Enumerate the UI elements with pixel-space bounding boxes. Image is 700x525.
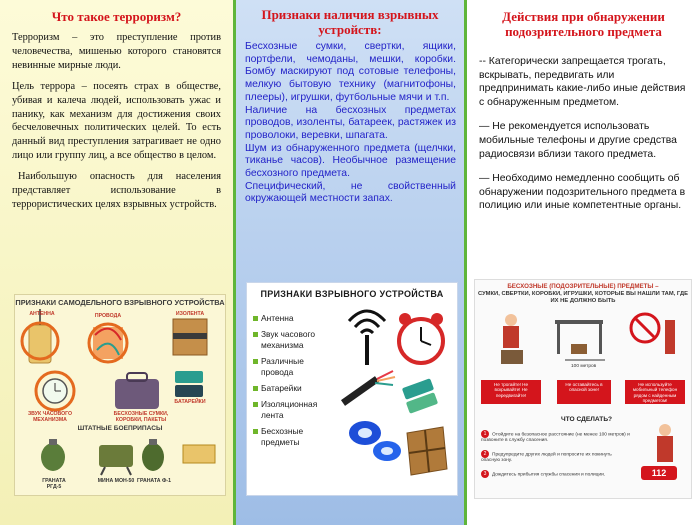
bus-stop-icon <box>555 320 603 354</box>
wires-icon <box>89 324 127 362</box>
list-item: Изоляционная лента <box>253 399 337 421</box>
antenna-jar-icon <box>22 309 58 363</box>
poster1-illustrations <box>15 295 225 495</box>
person-calling-icon <box>657 424 673 462</box>
column2-paragraph: Специфический, не свойственный окружающей местности запах. <box>245 180 456 205</box>
column3-paragraph: — Необходимо немедленно сообщить об обнаружении подозрительного предмета в полицию или иные компетентные органы. <box>479 173 686 212</box>
column1-paragraph: Наибольшую опасность для населения представляет использование в террористических целях взрывных устройств. <box>12 171 221 210</box>
tape-icon <box>173 319 207 355</box>
sign-do-not-touch: Не трогайте! Не вскрывайте! Не передвигайте! <box>481 380 541 404</box>
parcel-box-icon <box>407 427 447 475</box>
list-item: Звук часового механизма <box>253 329 337 351</box>
column3-paragraph: — Не рекомендуется использовать мобильные телефоны и другие средства радиосвязи вблизи такого предмета. <box>479 121 677 160</box>
step-number-icon: 3 <box>481 470 489 478</box>
step-1: 1 Отойдите на безопасное расстояние (не менее 100 метров) и позвоните в службу спасения. <box>481 431 630 443</box>
column2-title: Признаки наличия взрывных устройств: <box>261 7 439 37</box>
column2-paragraph: Бесхозные сумки, свертки, ящики, портфели, чемоданы, мешки, коробки. Бомбу маскируют под сотовые телефоны, мелкую бытовую технику (магнитофоны, плееры), игрушки, футбольные мячи и т.п. <box>245 41 456 103</box>
antenna-signal-icon <box>349 311 385 365</box>
batteries-icon <box>175 371 203 397</box>
sign-stay-away: Не оставайтесь в опасной зоне! <box>557 380 611 404</box>
column1-title: Что такое терроризм? <box>51 9 182 24</box>
bag-icon <box>115 373 159 409</box>
tnt-box-icon <box>183 445 215 463</box>
homemade-explosive-poster <box>14 294 226 496</box>
poster2-illustrations <box>247 283 457 495</box>
step-3: 3 Дождитесь прибытия службы спасения и полиции. <box>481 470 631 478</box>
grenade-f1-icon <box>142 439 164 471</box>
column2-text <box>245 41 456 206</box>
phone-forbidden-icon <box>631 314 675 354</box>
list-item: Бесхозные предметы <box>253 426 337 448</box>
sign-no-phone: Не используйте мобильный телефон рядом с найденным предметом! <box>625 380 685 404</box>
label-antenna: АНТЕННА <box>29 311 55 317</box>
explosive-signs-poster <box>246 282 458 496</box>
column2-paragraph: Наличие на бесхозных предметах проводов, изоленты, батареек, растяжек из проволоки, веревки, шпагата. <box>245 104 456 141</box>
label-clock: ЗВУК ЧАСОВОГО МЕХАНИЗМА <box>27 411 73 423</box>
column3-title: Действия при обнаружении подозрительного предмета <box>502 9 665 39</box>
label-bags: БЕСХОЗНЫЕ СУМКИ, КОРОБКИ, ПАКЕТЫ <box>113 411 169 423</box>
clock-icon <box>36 372 74 410</box>
label-rgd5: ГРАНАТА РГД-5 <box>42 478 66 490</box>
column3-paragraph: -- Категорически запрещается трогать, вскрывать, передвигать или предпринимать какие-либо иные действия с обнаруженным предметом. <box>479 56 686 108</box>
poster3-subtitle: СУМКИ, СВЕРТКИ, КОРОБКИ, ИГРУШКИ, КОТОРЫЕ ВЫ НАШЛИ ТАМ, ГДЕ ИХ НЕ ДОЛЖНО БЫТЬ <box>477 291 689 304</box>
step-2: 2 Предупредите других людей и попросите их покинуть опасную зону. <box>481 451 612 463</box>
column1-text <box>12 31 221 212</box>
grenade-rgd5-icon <box>41 439 65 471</box>
label-batteries: БАТАРЕЙКИ <box>174 399 206 405</box>
column3-text <box>479 55 690 213</box>
list-item: Батарейки <box>253 383 337 394</box>
column1-paragraph: Цель террора – посеять страх в обществе, убивая и калеча людей, использовать ужас и панику, как механизм для достижения своих бесчеловечных политических целей. То есть данный вид преступления затрагивает не одно лицо или группу лиц, а все общество в целом. <box>12 80 221 162</box>
poster1-subtitle: ШТАТНЫЕ БОЕПРИПАСЫ <box>77 425 163 432</box>
person-with-bag-icon <box>501 314 523 364</box>
step-number-icon: 1 <box>481 430 489 438</box>
suspicious-objects-poster <box>474 279 692 499</box>
distance-label: 100 метров <box>571 364 597 369</box>
poster1-title: ПРИЗНАКИ САМОДЕЛЬНОГО ВЗРЫВНОГО УСТРОЙСТВА <box>15 298 225 307</box>
alarm-clock-icon <box>399 313 443 363</box>
tape-roll-icon <box>349 421 401 461</box>
cable-wires-icon <box>343 371 395 403</box>
emergency-number-badge: 112 <box>641 466 677 480</box>
label-f1: ГРАНАТА Ф-1 <box>137 478 171 484</box>
step-number-icon: 2 <box>481 450 489 458</box>
list-item: Различные провода <box>253 356 337 378</box>
list-item: Антенна <box>253 313 337 324</box>
poster3-title: БЕСХОЗНЫЕ (ПОДОЗРИТЕЛЬНЫЕ) ПРЕДМЕТЫ – <box>507 283 659 290</box>
label-wires: ПРОВОДА <box>94 313 122 319</box>
mine-mon50-icon <box>99 445 133 475</box>
what-to-do-heading: ЧТО СДЕЛАТЬ? <box>561 416 613 423</box>
poster2-title: ПРИЗНАКИ ВЗРЫВНОГО УСТРОЙСТВА <box>260 289 444 299</box>
label-mon50: МИНА МОН-50 <box>97 478 135 484</box>
column2-paragraph: Шум из обнаруженного предмета (щелчки, тиканье часов). Необычное размещение бесхозного предмета. <box>245 142 456 180</box>
battery-stack-icon <box>402 378 438 414</box>
label-tape: ИЗОЛЕНТА <box>175 311 205 317</box>
column1-paragraph: Терроризм – это преступление против человечества, мишенью которого становятся невинные мирные люди. <box>12 32 221 71</box>
